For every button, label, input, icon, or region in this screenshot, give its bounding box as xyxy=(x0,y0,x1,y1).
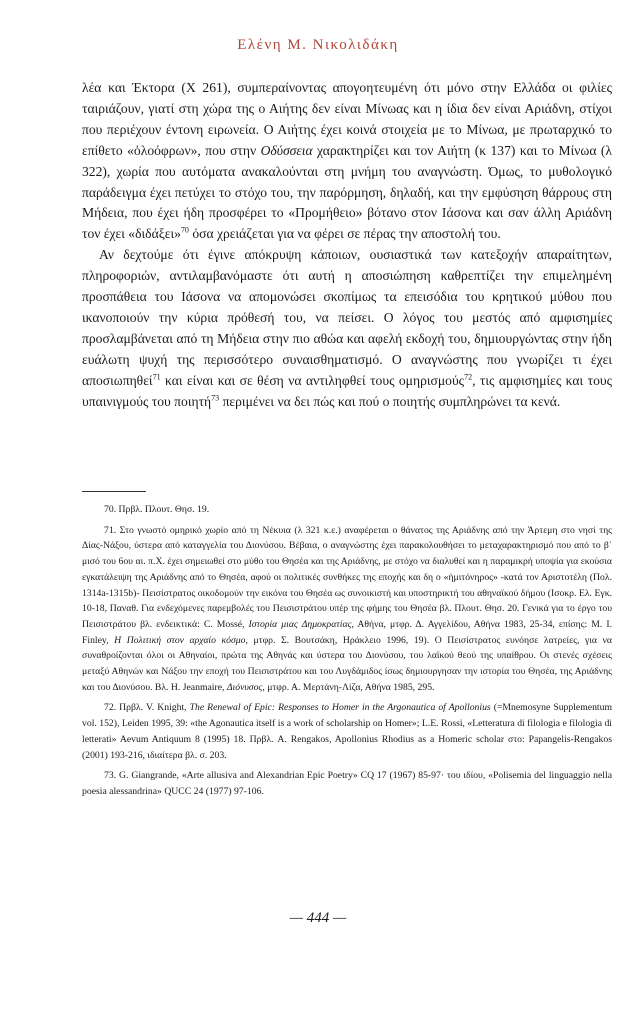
p2-text-c: , τις αμφισημίες και τους υπαινιγμούς του ποιητή xyxy=(82,372,613,409)
footnote-73: 73. G. Giangrande, «Arte allusiva and Alexandrian Epic Poetry» CQ 17 (1967) 85-97· του ιδίου, «Polisemia del linguaggio nella poesia alessandrina» QUCC 24 (1977) 97-106. xyxy=(82,770,612,797)
fn71-text-c: , Αθήνα, μτφρ. Δ. Αγγελίδου, Αθήνα 1983, 25-34, επίσης: M. I. Finley, xyxy=(82,618,612,646)
p2-text-b: και είναι και σε θέση να αντιληφθεί τους ομηρισμούς xyxy=(160,372,465,388)
footnote-ref-70: 70 xyxy=(180,225,189,235)
footnotes xyxy=(82,502,612,805)
fn71-title-jeanmaire: Διόνυσος xyxy=(226,681,263,693)
footnote-71 xyxy=(82,523,612,696)
fn71-text-e: , μτφρ. Σ. Βουτσάκη, Ηράκλειο 1996, 19). Ο Πεισίστρατος ευνόησε λατρείες, για να συναθροίζονται όλοι οι Αθηναίοι, πρώτα της Αθηνάς και ύστερα του Διονύσου, του λαϊκού θεού της υπαίθρου. Οι στενές σχέσεις μεταξύ Αθηνών και Νάξου την εποχή του Πεισιστράτου και του Λυγδάμιδος ίσως δημιουργησαν την ιστορία του Θησέα, της Αριάδνης και του Διονύσου. Βλ. H. Jeanmaire, xyxy=(82,634,612,693)
fn71-title-mosse: Ιστορία μιας Δημοκρατίας xyxy=(248,618,352,630)
fn72-text-c: (=Mnemosyne Supplementum vol. 152), Leiden 1995, 39: «the Agonautica itself is a work of scholarship on Homer»; L.E. Rossi, «Letteratura di filologia e filologia di letterati» Aevum Antiquum 8 (1995) 18. Πρβλ. A. Rengakos, Apollonius Rhodius as a Homeric scholar στο: Papangelis-Rengakos (2001) 193-216, ιδιαίτερα βλ. σ. 203. xyxy=(82,702,612,761)
p1-text-c: χαρακτηρίζει και τον Αιήτη (κ 137) και το Μίνωα (λ 322), χωρία που αυτόματα ανακαλούνται στη μνήμη του αναγνώστη. Όμως, το μυθολογικό παράδειγμα έχει πετύχει το στόχο του, την παρόρμηση, δηλαδή, και την εμφύσηση θάρρους στη Μήδεια, που έχει ήδη προσφέρει το «Προμήθειο» βότανο στον Ιάσονα και σαν άλλη Αριάδνη τον έχει «διδάξει» xyxy=(82,142,612,242)
footnote-ref-71: 71 xyxy=(152,372,161,382)
p1-title-odyssey: Οδύσσεια xyxy=(260,142,313,158)
fn71-text-g: , μτφρ. Α. Μερτάνη-Λίζα, Αθήνα 1985, 295. xyxy=(262,681,435,693)
p1-text-d: όσα χρειάζεται για να φέρει σε πέρας την αποστολή του. xyxy=(188,226,501,242)
footnote-ref-73: 73 xyxy=(211,393,220,403)
p2-text-a: Αν δεχτούμε ότι έγινε απόκρυψη κάποιων, ουσιαστικά των κατεξοχήν απαραίτητων, πληροφοριών, αντιλαμβανόμαστε ότι αυτή η αποσιώπηση καθρεπτίζει την επιμελημένη προσπάθεια του Ιάσονα να απομονώσει σκοπίμως τα επεισόδια του κρητικού μύθου που ικανοποιούν την κύρια πρόθεσή του, να πείσει. Ο λόγος του μεστός από αμφισημίες προσλαμβάνεται από τη Μήδεια στην πιο αθώα και αφελή εκδοχή του, δημιουργώντας στην ήδη ευάλωτη ψυχή της περισσότερο συναισθηματισμό. Ο αναγνώστης που γνωρίζει τι έχει αποσιωπηθεί xyxy=(82,247,612,388)
paragraph-1 xyxy=(82,78,612,245)
paragraph-2 xyxy=(82,245,612,412)
footnote-70: 70. Πρβλ. Πλουτ. Θησ. 19. xyxy=(104,504,210,515)
footnote-ref-72: 72 xyxy=(464,372,473,382)
footnote-divider xyxy=(82,491,146,492)
main-text xyxy=(82,78,612,413)
p2-text-d: περιμένει να δει πώς και πού ο ποιητής συμπληρώνει τα κενά. xyxy=(219,393,561,409)
fn72-title-knight: The Renewal of Epic: Responses to Homer in the Argonautica of Apollonius xyxy=(189,702,491,714)
running-head: Ελένη Μ. Νικολιδάκη xyxy=(237,37,399,53)
fn71-title-finley: Η Πολιτική στον αρχαίο κόσμο xyxy=(114,634,246,646)
page-number: — 444 — xyxy=(289,910,347,926)
p1-text-a: λέα και Έκτορα (Χ 261), συμπεραίνοντας απογοητευμένη ότι μόνο στην Ελλάδα οι φιλίες ταιριάζουν, γιατί στη χώρα της ο Αιήτης δεν είναι Μίνωας και η ίδια δεν είναι Αριάδνη, στίχοι που περιέχουν έντονη ειρωνεία. Ο Αιήτης έχει κοινά στοιχεία με το Μίνωα, με πρωταρχικό το επίθετο «ὀλοόφρων», που στην xyxy=(82,80,612,158)
fn71-text-a: 71. Στο γνωστό ομηρικό χωρίο από τη Νέκυια (λ 321 κ.ε.) αναφέρεται ο θάνατος της Αριάδνης από την Άρτεμη στο νησί της Δίας-Νάξου, ύστερα από καταγγελία του Διονύσου. Βέβαια, ο αναγνώστης έχει παρακολουθήσει το μεταχαρακτηρισμό που από το β΄ μισό του 6ου αι. π.Χ. έχει σημειωθεί στο μύθο του Θησέα και της Αριάδνης, με στόχο να διαλυθεί και η παραμικρή υποψία για εκούσια εγκατάλειψη της Αριάδνης από το Θησέα, αφού οι πολιτικές συνθήκες της εποχής και δη ο «ἡμιτόνηρος» -κατά τον Αριστοτέλη (Πολ. 1314a-1315b)- Πεισίστρατος οικοδομούν την εικόνα του Θησέα ως συνοικιστή και υποστηρικτή του αθηναϊκού δήμου (Ισοκρ. Ελ. Εγκ. 10-18, Παναθ. Για ενδεχόμενες παρεμβολές του Πεισιστράτου υπέρ της φήμης του Θησέα βλ. Πλουτ. Θησ. 20. Γενικά για το έργο του Πεισιστράτου βλ. ενδεικτικά: C. Mossé, xyxy=(82,524,612,630)
footnote-72 xyxy=(82,700,612,763)
fn72-text-a: 72. Πρβλ. V. Knight, xyxy=(104,702,190,714)
